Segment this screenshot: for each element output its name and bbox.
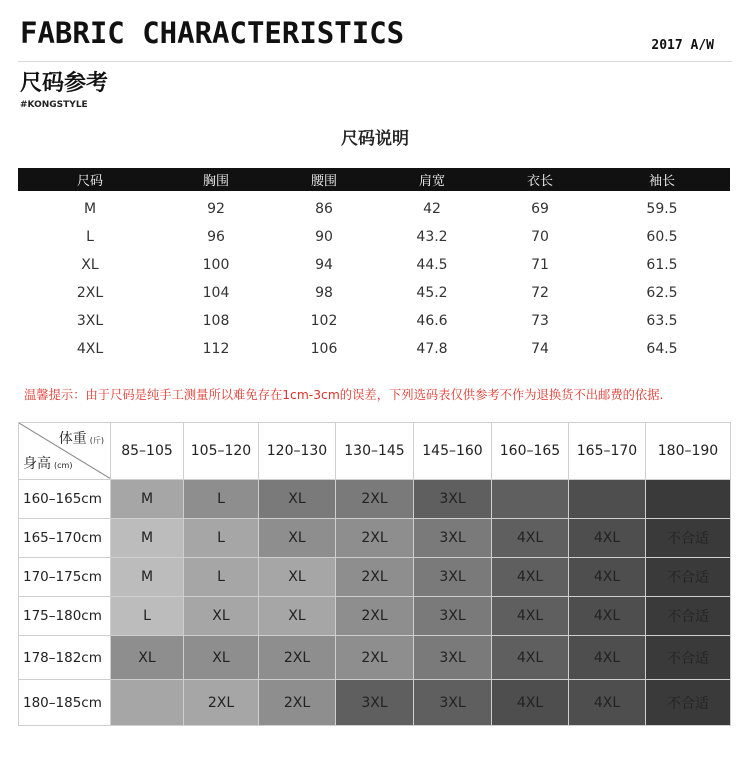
size-cell bbox=[111, 680, 184, 726]
height-range-label: 170–175cm bbox=[19, 558, 111, 597]
table-cell: 104 bbox=[202, 285, 230, 301]
brand-tag: #KONGSTYLE bbox=[20, 100, 88, 110]
size-cell bbox=[569, 480, 646, 519]
size-cell: 4XL bbox=[492, 558, 569, 597]
header-cell: 腰围 bbox=[270, 168, 378, 191]
size-cell: L bbox=[184, 480, 259, 519]
table-cell: 45.2 bbox=[416, 285, 448, 301]
size-cell: L bbox=[184, 558, 259, 597]
table-cell: 86 bbox=[315, 201, 333, 217]
table-cell: 46.6 bbox=[416, 313, 448, 329]
size-cell: XL bbox=[259, 558, 336, 597]
table-cell: L bbox=[86, 229, 94, 245]
table-cell: 98 bbox=[315, 285, 333, 301]
size-cell: 4XL bbox=[569, 597, 646, 636]
size-cell: 4XL bbox=[492, 597, 569, 636]
size-cell: 4XL bbox=[492, 519, 569, 558]
table-cell: 72 bbox=[531, 285, 549, 301]
size-cell: 3XL bbox=[414, 480, 492, 519]
measurement-row bbox=[18, 279, 730, 307]
measurement-table bbox=[18, 168, 730, 363]
table-cell: 108 bbox=[202, 313, 230, 329]
size-cell: 4XL bbox=[569, 680, 646, 726]
weight-header-row bbox=[19, 423, 731, 480]
size-cell: 3XL bbox=[414, 680, 492, 726]
size-cell: 2XL bbox=[336, 558, 414, 597]
table-cell: 44.5 bbox=[416, 257, 448, 273]
table-title: 尺码说明 bbox=[341, 129, 409, 149]
header-cell: 衣长 bbox=[486, 168, 594, 191]
size-selection-grid bbox=[18, 422, 731, 726]
height-label: 身高 (cm) bbox=[23, 456, 73, 472]
size-cell: 不合适 bbox=[646, 558, 731, 597]
size-cell: M bbox=[111, 480, 184, 519]
size-cell: 2XL bbox=[336, 636, 414, 680]
size-cell: 3XL bbox=[414, 558, 492, 597]
height-range-label: 165–170cm bbox=[19, 519, 111, 558]
size-cell: 不合适 bbox=[646, 636, 731, 680]
size-cell: XL bbox=[259, 597, 336, 636]
section-heading: 尺码参考 bbox=[20, 71, 109, 96]
size-cell: 3XL bbox=[336, 680, 414, 726]
size-cell: 2XL bbox=[336, 519, 414, 558]
size-cell: 3XL bbox=[414, 636, 492, 680]
size-cell: 2XL bbox=[336, 480, 414, 519]
size-cell: 3XL bbox=[414, 597, 492, 636]
measurement-row bbox=[18, 335, 730, 363]
table-cell: 73 bbox=[531, 313, 549, 329]
size-cell: 4XL bbox=[569, 519, 646, 558]
table-cell: 94 bbox=[315, 257, 333, 273]
size-cell: XL bbox=[259, 480, 336, 519]
table-cell: 92 bbox=[207, 201, 225, 217]
table-cell: 60.5 bbox=[646, 229, 678, 245]
measurement-row bbox=[18, 307, 730, 335]
size-cell: 4XL bbox=[492, 680, 569, 726]
size-cell: XL bbox=[259, 519, 336, 558]
table-cell: 59.5 bbox=[646, 201, 678, 217]
size-cell bbox=[492, 480, 569, 519]
size-cell: L bbox=[184, 519, 259, 558]
header-cell: 胸围 bbox=[162, 168, 270, 191]
size-cell: 4XL bbox=[569, 636, 646, 680]
table-cell: 63.5 bbox=[646, 313, 678, 329]
size-cell: 不合适 bbox=[646, 680, 731, 726]
table-cell: 106 bbox=[310, 341, 338, 357]
header-cell: 肩宽 bbox=[378, 168, 486, 191]
height-row bbox=[19, 519, 731, 558]
measurement-row bbox=[18, 223, 730, 251]
height-row bbox=[19, 480, 731, 519]
weight-range-header: 105–120 bbox=[184, 423, 259, 480]
measurement-header-row bbox=[18, 168, 730, 191]
size-cell: 2XL bbox=[336, 597, 414, 636]
size-cell: M bbox=[111, 519, 184, 558]
table-cell: 47.8 bbox=[416, 341, 448, 357]
table-cell: 96 bbox=[207, 229, 225, 245]
size-cell: 4XL bbox=[492, 636, 569, 680]
table-cell: 112 bbox=[202, 341, 230, 357]
size-cell: 2XL bbox=[184, 680, 259, 726]
height-range-label: 178–182cm bbox=[19, 636, 111, 680]
weight-range-header: 120–130 bbox=[259, 423, 336, 480]
table-cell: 70 bbox=[531, 229, 549, 245]
table-cell: 90 bbox=[315, 229, 333, 245]
weight-range-header: 85–105 bbox=[111, 423, 184, 480]
table-cell: 4XL bbox=[76, 341, 104, 357]
table-cell: 42 bbox=[423, 201, 441, 217]
height-row bbox=[19, 636, 731, 680]
table-cell: 61.5 bbox=[646, 257, 678, 273]
size-cell: XL bbox=[111, 636, 184, 680]
height-range-label: 160–165cm bbox=[19, 480, 111, 519]
size-cell: L bbox=[111, 597, 184, 636]
header-cell: 尺码 bbox=[18, 168, 162, 191]
size-cell: 2XL bbox=[259, 680, 336, 726]
size-notice: 温馨提示：由于尺码是纯手工测量所以难免存在1cm-3cm的误差，下列选码表仅供参考不作为退换货不出邮费的依据. bbox=[24, 388, 664, 402]
height-row bbox=[19, 558, 731, 597]
divider bbox=[18, 61, 732, 62]
table-cell: 69 bbox=[531, 201, 549, 217]
size-cell: 不合适 bbox=[646, 597, 731, 636]
weight-range-header: 160–165 bbox=[492, 423, 569, 480]
size-cell bbox=[646, 480, 731, 519]
size-cell: XL bbox=[184, 597, 259, 636]
weight-range-header: 165–170 bbox=[569, 423, 646, 480]
weight-range-header: 130–145 bbox=[336, 423, 414, 480]
table-cell: 102 bbox=[310, 313, 338, 329]
weight-label: 体重 (斤) bbox=[58, 431, 104, 447]
season-label: 2017 A/W bbox=[651, 38, 714, 53]
measurement-row bbox=[18, 191, 730, 223]
table-cell: 62.5 bbox=[646, 285, 678, 301]
height-row bbox=[19, 597, 731, 636]
size-cell: XL bbox=[184, 636, 259, 680]
weight-range-header: 145–160 bbox=[414, 423, 492, 480]
size-cell: 不合适 bbox=[646, 519, 731, 558]
header-cell: 袖长 bbox=[594, 168, 730, 191]
brand-title: FABRIC CHARACTERISTICS bbox=[20, 16, 405, 50]
size-cell: 2XL bbox=[259, 636, 336, 680]
height-row bbox=[19, 680, 731, 726]
size-cell: 4XL bbox=[569, 558, 646, 597]
table-cell: 2XL bbox=[76, 285, 104, 301]
table-cell: 100 bbox=[202, 257, 230, 273]
table-cell: 64.5 bbox=[646, 341, 678, 357]
table-cell: 43.2 bbox=[416, 229, 448, 245]
corner-cell bbox=[19, 423, 111, 480]
table-cell: M bbox=[83, 201, 97, 217]
table-cell: XL bbox=[81, 257, 99, 273]
weight-range-header: 180–190 bbox=[646, 423, 731, 480]
table-cell: 74 bbox=[531, 341, 549, 357]
size-cell: M bbox=[111, 558, 184, 597]
size-cell: 3XL bbox=[414, 519, 492, 558]
table-cell: 71 bbox=[531, 257, 549, 273]
measurement-row bbox=[18, 251, 730, 279]
height-range-label: 180–185cm bbox=[19, 680, 111, 726]
height-range-label: 175–180cm bbox=[19, 597, 111, 636]
table-cell: 3XL bbox=[76, 313, 104, 329]
